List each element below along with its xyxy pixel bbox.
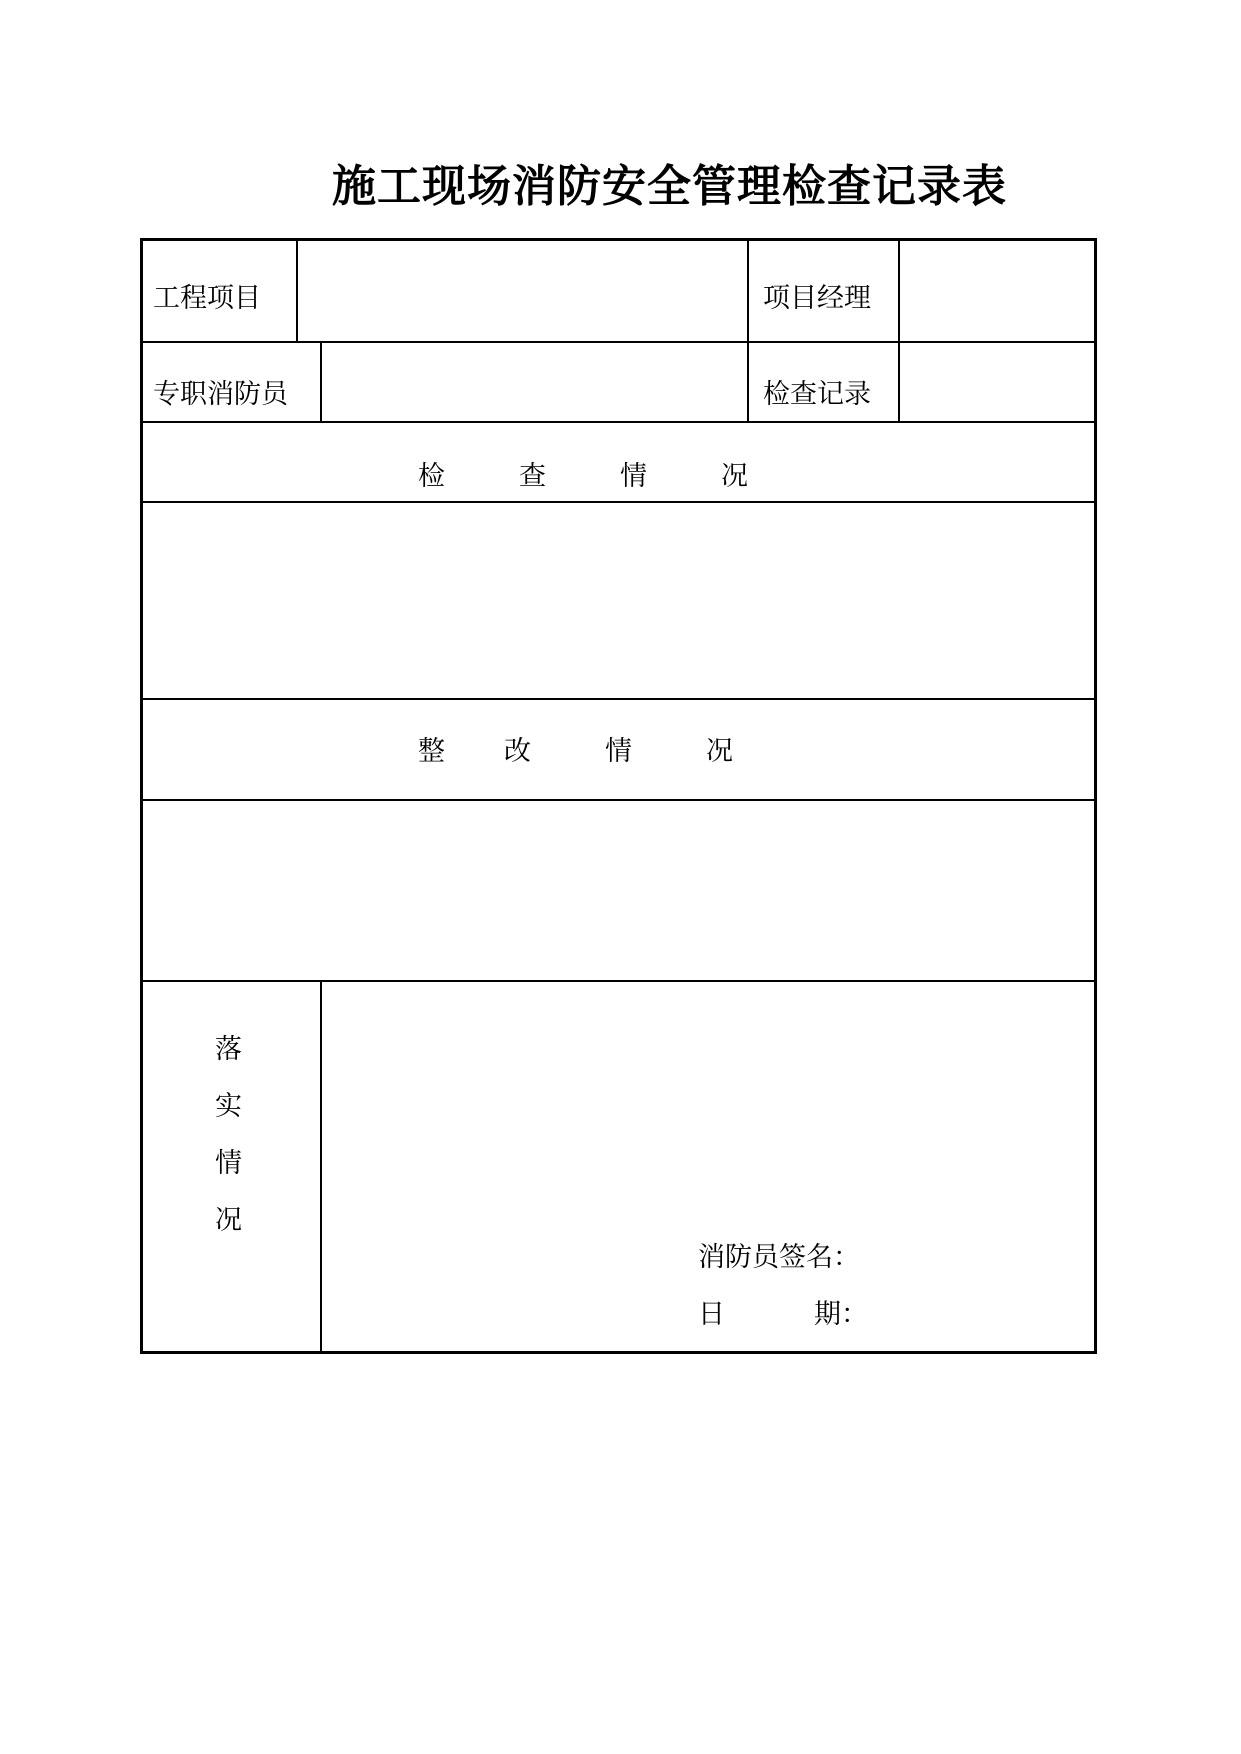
row-divider-4 <box>143 698 1094 700</box>
rectification-heading-char-2: 改 <box>504 736 531 767</box>
implementation-content-area[interactable] <box>323 982 1091 1282</box>
inspection-heading-char-4: 况 <box>721 461 748 492</box>
row-divider-2 <box>143 421 1094 423</box>
col-divider-r2-a <box>320 341 322 421</box>
project-field[interactable] <box>299 243 745 339</box>
rectification-content-area[interactable] <box>145 801 1092 978</box>
implementation-label-char-4: 况 <box>215 1205 242 1236</box>
rectification-heading-char-3: 情 <box>605 736 632 767</box>
implementation-label-char-2: 实 <box>215 1091 242 1122</box>
implementation-label-char-1: 落 <box>215 1034 242 1065</box>
rectification-heading-char-4: 况 <box>706 736 733 767</box>
implementation-label-char-3: 情 <box>215 1148 242 1179</box>
record-label: 检查记录 <box>763 379 871 410</box>
date-label-right: 期： <box>814 1299 868 1330</box>
manager-label: 项目经理 <box>763 283 871 314</box>
rectification-heading-char-1: 整 <box>418 736 445 767</box>
inspection-heading-char-3: 情 <box>620 461 647 492</box>
inspection-record-form <box>140 238 1097 1354</box>
inspection-heading-char-1: 检 <box>418 461 445 492</box>
manager-field[interactable] <box>901 243 1091 339</box>
project-label: 工程项目 <box>153 283 261 314</box>
fire-officer-signature-label: 消防员签名： <box>698 1242 860 1273</box>
inspection-heading-char-2: 查 <box>519 461 546 492</box>
date-label-left: 日 <box>698 1299 725 1330</box>
fire-officer-field[interactable] <box>323 343 745 419</box>
fire-officer-label: 专职消防员 <box>153 379 288 410</box>
col-divider-r1-b <box>747 241 749 421</box>
form-title: 施工现场消防安全管理检查记录表 <box>332 161 1007 212</box>
record-field[interactable] <box>901 343 1091 419</box>
inspection-content-area[interactable] <box>145 503 1092 696</box>
implementation-label <box>215 1036 242 1264</box>
col-divider-r1-c <box>898 241 900 421</box>
col-divider-implementation <box>320 980 322 1351</box>
col-divider-r1-a <box>296 241 298 341</box>
